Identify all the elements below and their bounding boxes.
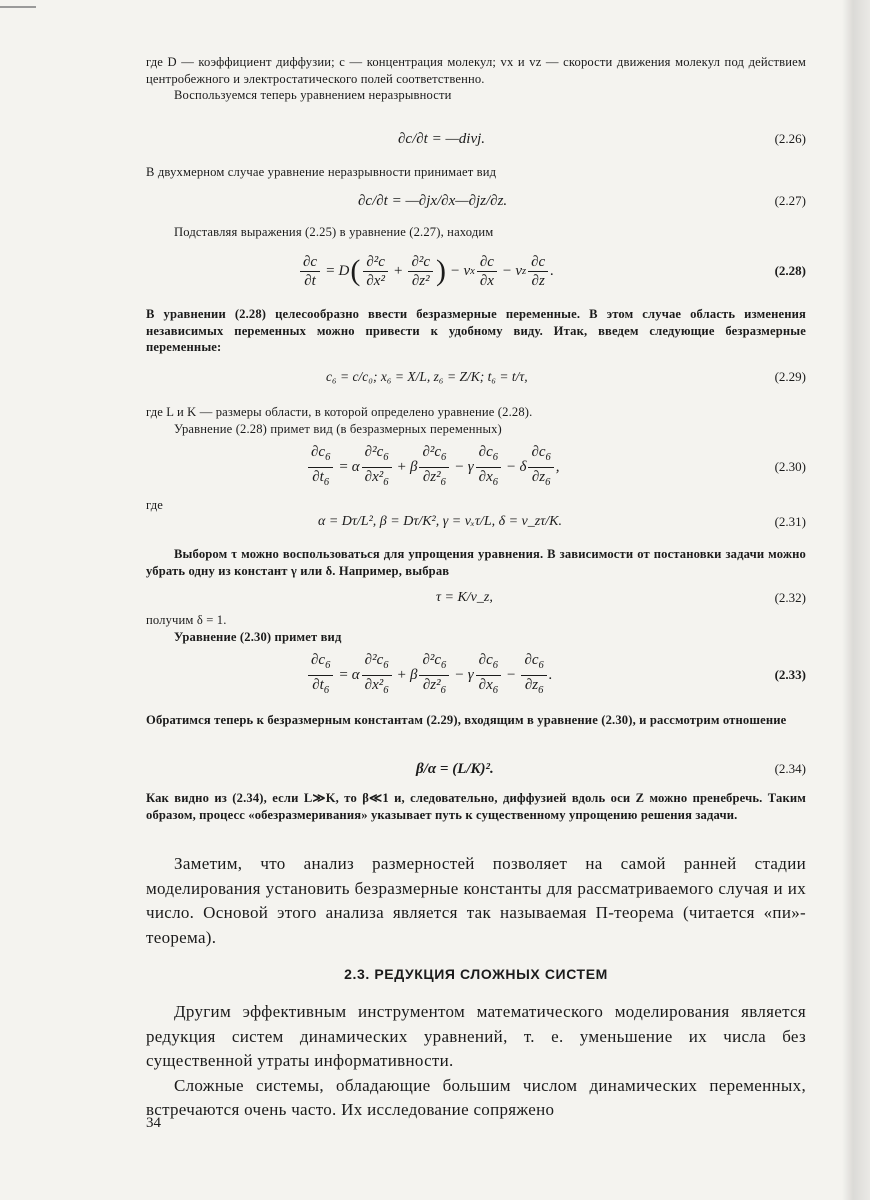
equation-2-33-body: $\frac{\partial c_6}{\partial t_6}$ = α $\frac{\partial^2c_6}{\partial x^2_6}$ + β $\frac{\partial^2c_6}{\partial z^2_6}$ − γ $\frac{\partial c_6}{\partial x_6}$ − $\frac{\partial c_6}{\partial z_6}$ . xyxy=(306,652,553,698)
text-p6: где L и K — размеры области, в которой определено уравнение (2.28). xyxy=(146,405,533,419)
equation-2-29-body: c₆ = c/c₀; x₆ = X/L, z₆ = Z/K; t₆ = t/τ, xyxy=(326,369,528,384)
equation-2-26-number: (2.26) xyxy=(774,131,806,146)
equation-2-32-body: τ = K/v_z, xyxy=(436,590,493,605)
text-p16: Сложные системы, обладающие большим числом динамических переменных, встречаются очень часто. Их исследование сопряжено xyxy=(146,1075,806,1119)
equation-2-29-number: (2.29) xyxy=(774,369,806,384)
paragraph-definitions xyxy=(146,54,806,104)
section-heading: 2.3. РЕДУКЦИЯ СЛОЖНЫХ СИСТЕМ xyxy=(344,966,608,982)
scan-corner-mark xyxy=(0,6,36,8)
equation-2-30-body: $\frac{\partial c_6}{\partial t_6}$ = α $\frac{\partial^2c_6}{\partial x^2_6}$ + β $\frac{\partial^2c_6}{\partial z^2_6}$ − γ $\frac{\partial c_6}{\partial x_6}$ − δ $\frac{\partial c_6}{\partial z_6}$ , xyxy=(306,444,560,490)
text-p1: где D — коэффициент диффузии; c — концентрация молекул; vx и vz — скорости движения молекул под действием центробежного и электростатического полей соответственно. xyxy=(146,55,806,86)
paragraph-2d-case xyxy=(146,164,806,181)
equation-2-32-number: (2.32) xyxy=(774,590,806,605)
equation-2-33-number: (2.33) xyxy=(774,667,806,682)
equation-2-34-number: (2.34) xyxy=(774,761,806,776)
equation-2-27 xyxy=(146,184,806,218)
paragraph-substitution xyxy=(146,224,806,241)
paragraph-domain xyxy=(146,404,806,437)
equation-2-33 xyxy=(146,652,806,698)
text-p13: Как видно из (2.34), если L≫K, то β≪1 и, следовательно, диффузией вдоль оси Z можно пренебречь. Таким образом, процесс «обезразмеривания» указывает путь к существенному упрощению решения задачи. xyxy=(146,791,806,822)
equation-2-28 xyxy=(146,248,806,294)
paragraph-delta xyxy=(146,612,806,645)
paragraph-dimensionless xyxy=(146,306,806,356)
text-p14: Заметим, что анализ размерностей позволяет на самой ранней стадии моделирования установить безразмерные константы для рассматриваемого случая и их число. Основой этого анализа является так называемая П-теорема (читается «пи»-теорема). xyxy=(146,854,806,947)
equation-2-34 xyxy=(146,752,806,786)
equation-2-26 xyxy=(146,122,806,156)
equation-2-34-body: β/α = (L/K)². xyxy=(416,760,494,777)
equation-2-31-number: (2.31) xyxy=(774,514,806,529)
paragraph-ratio xyxy=(146,712,806,729)
equation-2-29 xyxy=(146,360,806,394)
equation-2-26-body: ∂c/∂t = —divj. xyxy=(398,130,486,147)
equation-2-27-body: ∂c/∂t = —∂jx/∂x—∂jz/∂z. xyxy=(358,192,508,209)
paragraph-reduction xyxy=(146,1000,806,1123)
text-p2: Воспользуемся теперь уравнением неразрывности xyxy=(174,88,452,103)
paragraph-pi-theorem xyxy=(146,852,806,950)
equation-2-30-number: (2.30) xyxy=(774,459,806,474)
equation-2-28-number: (2.28) xyxy=(774,263,806,278)
text-p7: Уравнение (2.28) примет вид (в безразмерных переменных) xyxy=(174,421,502,436)
text-p15: Другим эффективным инструментом математического моделирования является редукция систем динамических уравнений, т. е. уменьшение их числа без существенной утраты информативности. xyxy=(146,1002,806,1070)
paragraph-tau-choice xyxy=(146,546,806,579)
equation-2-30 xyxy=(146,444,806,490)
equation-2-28-body: $\frac{\partial c}{\partial t}$ = D ( $\frac{\text{∂²c}}{\text{∂x²}}$ + $\frac{\text{∂²c}}{\text{∂z²}}$ ) − v x $\frac{\partial c}{\partial x}$ − v z $\frac{\partial c}{\partial z}$ . xyxy=(298,248,554,294)
text-p12: Обратимся теперь к безразмерным константам (2.29), входящим в уравнение (2.30), и рассмотрим отношение xyxy=(146,713,787,727)
text-p10: получим δ = 1. xyxy=(146,613,227,627)
text-p8: где xyxy=(146,498,163,512)
text-p5: В уравнении (2.28) целесообразно ввести безразмерные переменные. В этом случае область изменения независимых переменных можно привести к удобному виду. Итак, введем следующие безразмерные переменные: xyxy=(146,307,806,355)
text-p9: Выбором τ можно воспользоваться для упрощения уравнения. В зависимости от постановки задачи можно убрать одну из констант γ или δ. Например, выбрав xyxy=(146,547,806,578)
equation-2-27-number: (2.27) xyxy=(774,193,806,208)
equation-2-31 xyxy=(146,505,806,539)
text-p4: Подставляя выражения (2.25) в уравнение (2.27), находим xyxy=(174,225,494,239)
text-p3: В двухмерном случае уравнение неразрывности принимает вид xyxy=(146,165,497,179)
equation-2-32 xyxy=(146,583,806,613)
scan-shadow-edge xyxy=(842,0,870,1200)
text-p11: Уравнение (2.30) примет вид xyxy=(174,629,342,644)
paragraph-conclusion xyxy=(146,790,806,823)
page-number: 34 xyxy=(146,1115,161,1131)
equation-2-31-body: α = Dτ/L², β = Dτ/K², γ = vₓτ/L, δ = v_zτ/K. xyxy=(318,514,562,529)
